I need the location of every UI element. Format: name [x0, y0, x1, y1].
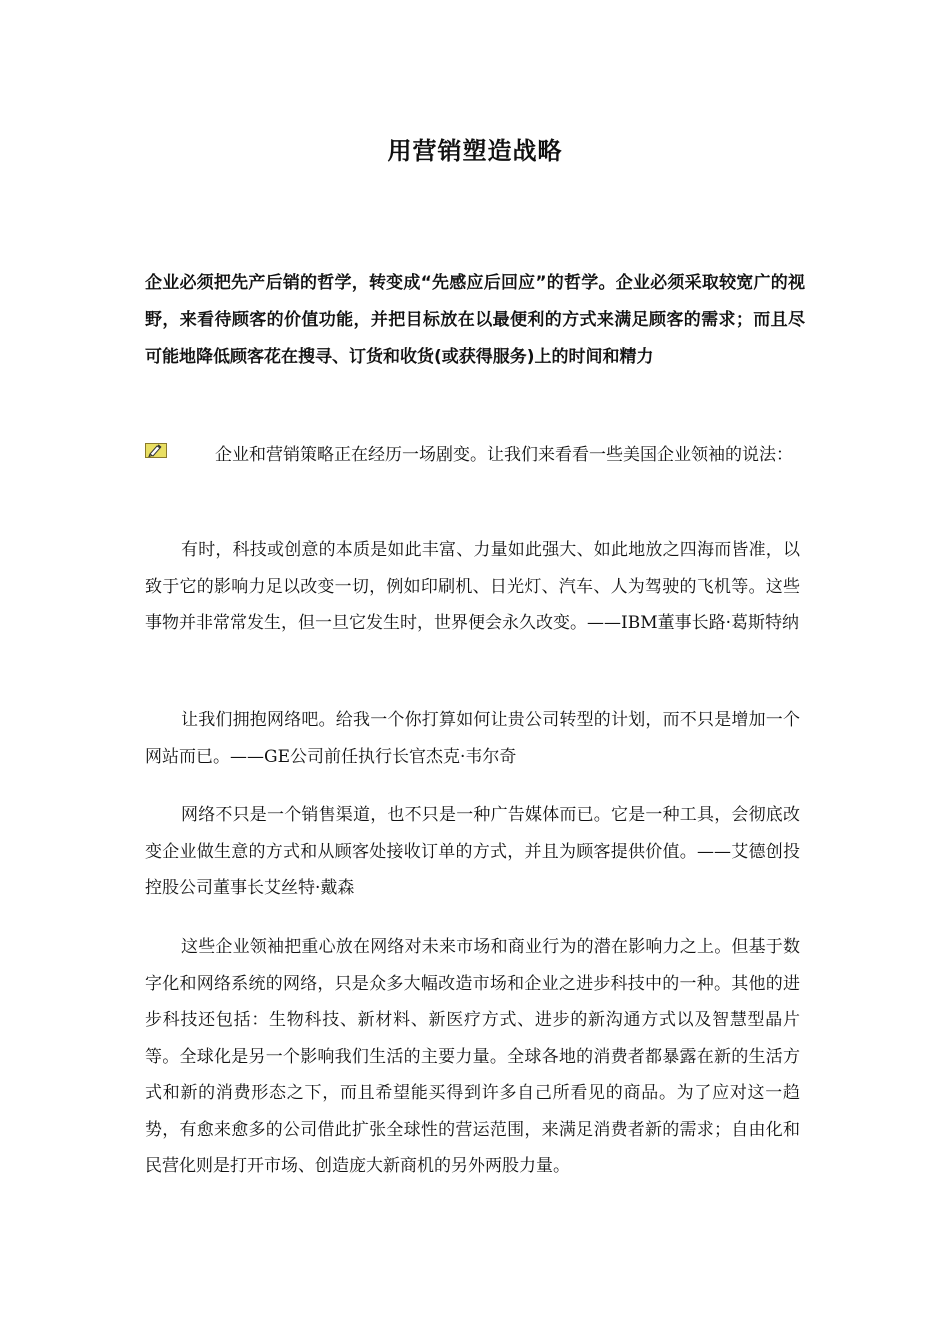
intro-paragraph [145, 437, 800, 474]
quote-paragraph-gerstner: 有时，科技或创意的本质是如此丰富、力量如此强大、如此地放之四海而皆准，以致于它的影响力足以改变一切，例如印刷机、日光灯、汽车、人为驾驶的飞机等。这些事物并非常常发生，但一旦它发生时，世界便会永久改变。——IBM董事长路·葛斯特纳 [145, 540, 800, 633]
quote-paragraph-welch: 让我们拥抱网络吧。给我一个你打算如何让贵公司转型的计划，而不只是增加一个网站而已。——GE公司前任执行长官杰克·韦尔奇 [145, 710, 800, 767]
quote-paragraph-dyson: 网络不只是一个销售渠道，也不只是一种广告媒体而已。它是一种工具，会彻底改变企业做生意的方式和从顾客处接收订单的方式，并且为顾客提供价值。——艾德创投控股公司董事长艾丝特·戴森 [145, 805, 800, 898]
abstract-paragraph: 企业必须把先产后销的哲学，转变成“先感应后回应”的哲学。企业必须采取较宽广的视野，来看待顾客的价值功能，并把目标放在以最便利的方式来满足顾客的需求；而且尽可能地降低顾客花在搜寻、订货和收货(或获得服务)上的时间和精力 [145, 273, 805, 367]
body-paragraph: 这些企业领袖把重心放在网络对未来市场和商业行为的潜在影响力之上。但基于数字化和网络系统的网络，只是众多大幅改造市场和企业之进步科技中的一种。其他的进步科技还包括：生物科技、新材料、新医疗方式、进步的新沟通方式以及智慧型晶片等。全球化是另一个影响我们生活的主要力量。全球各地的消费者都暴露在新的生活方式和新的消费形态之下，而且希望能买得到许多自己所看见的商品。为了应对这一趋势，有愈来愈多的公司借此扩张全球性的营运范围，来满足消费者新的需求；自由化和民营化则是打开市场、创造庞大新商机的另外两股力量。 [145, 937, 800, 1176]
note-icon[interactable] [145, 443, 167, 458]
intro-text: 企业和营销策略正在经历一场剧变。让我们来看看一些美国企业领袖的说法： [215, 445, 793, 465]
page-title: 用营销塑造战略 [387, 137, 563, 165]
